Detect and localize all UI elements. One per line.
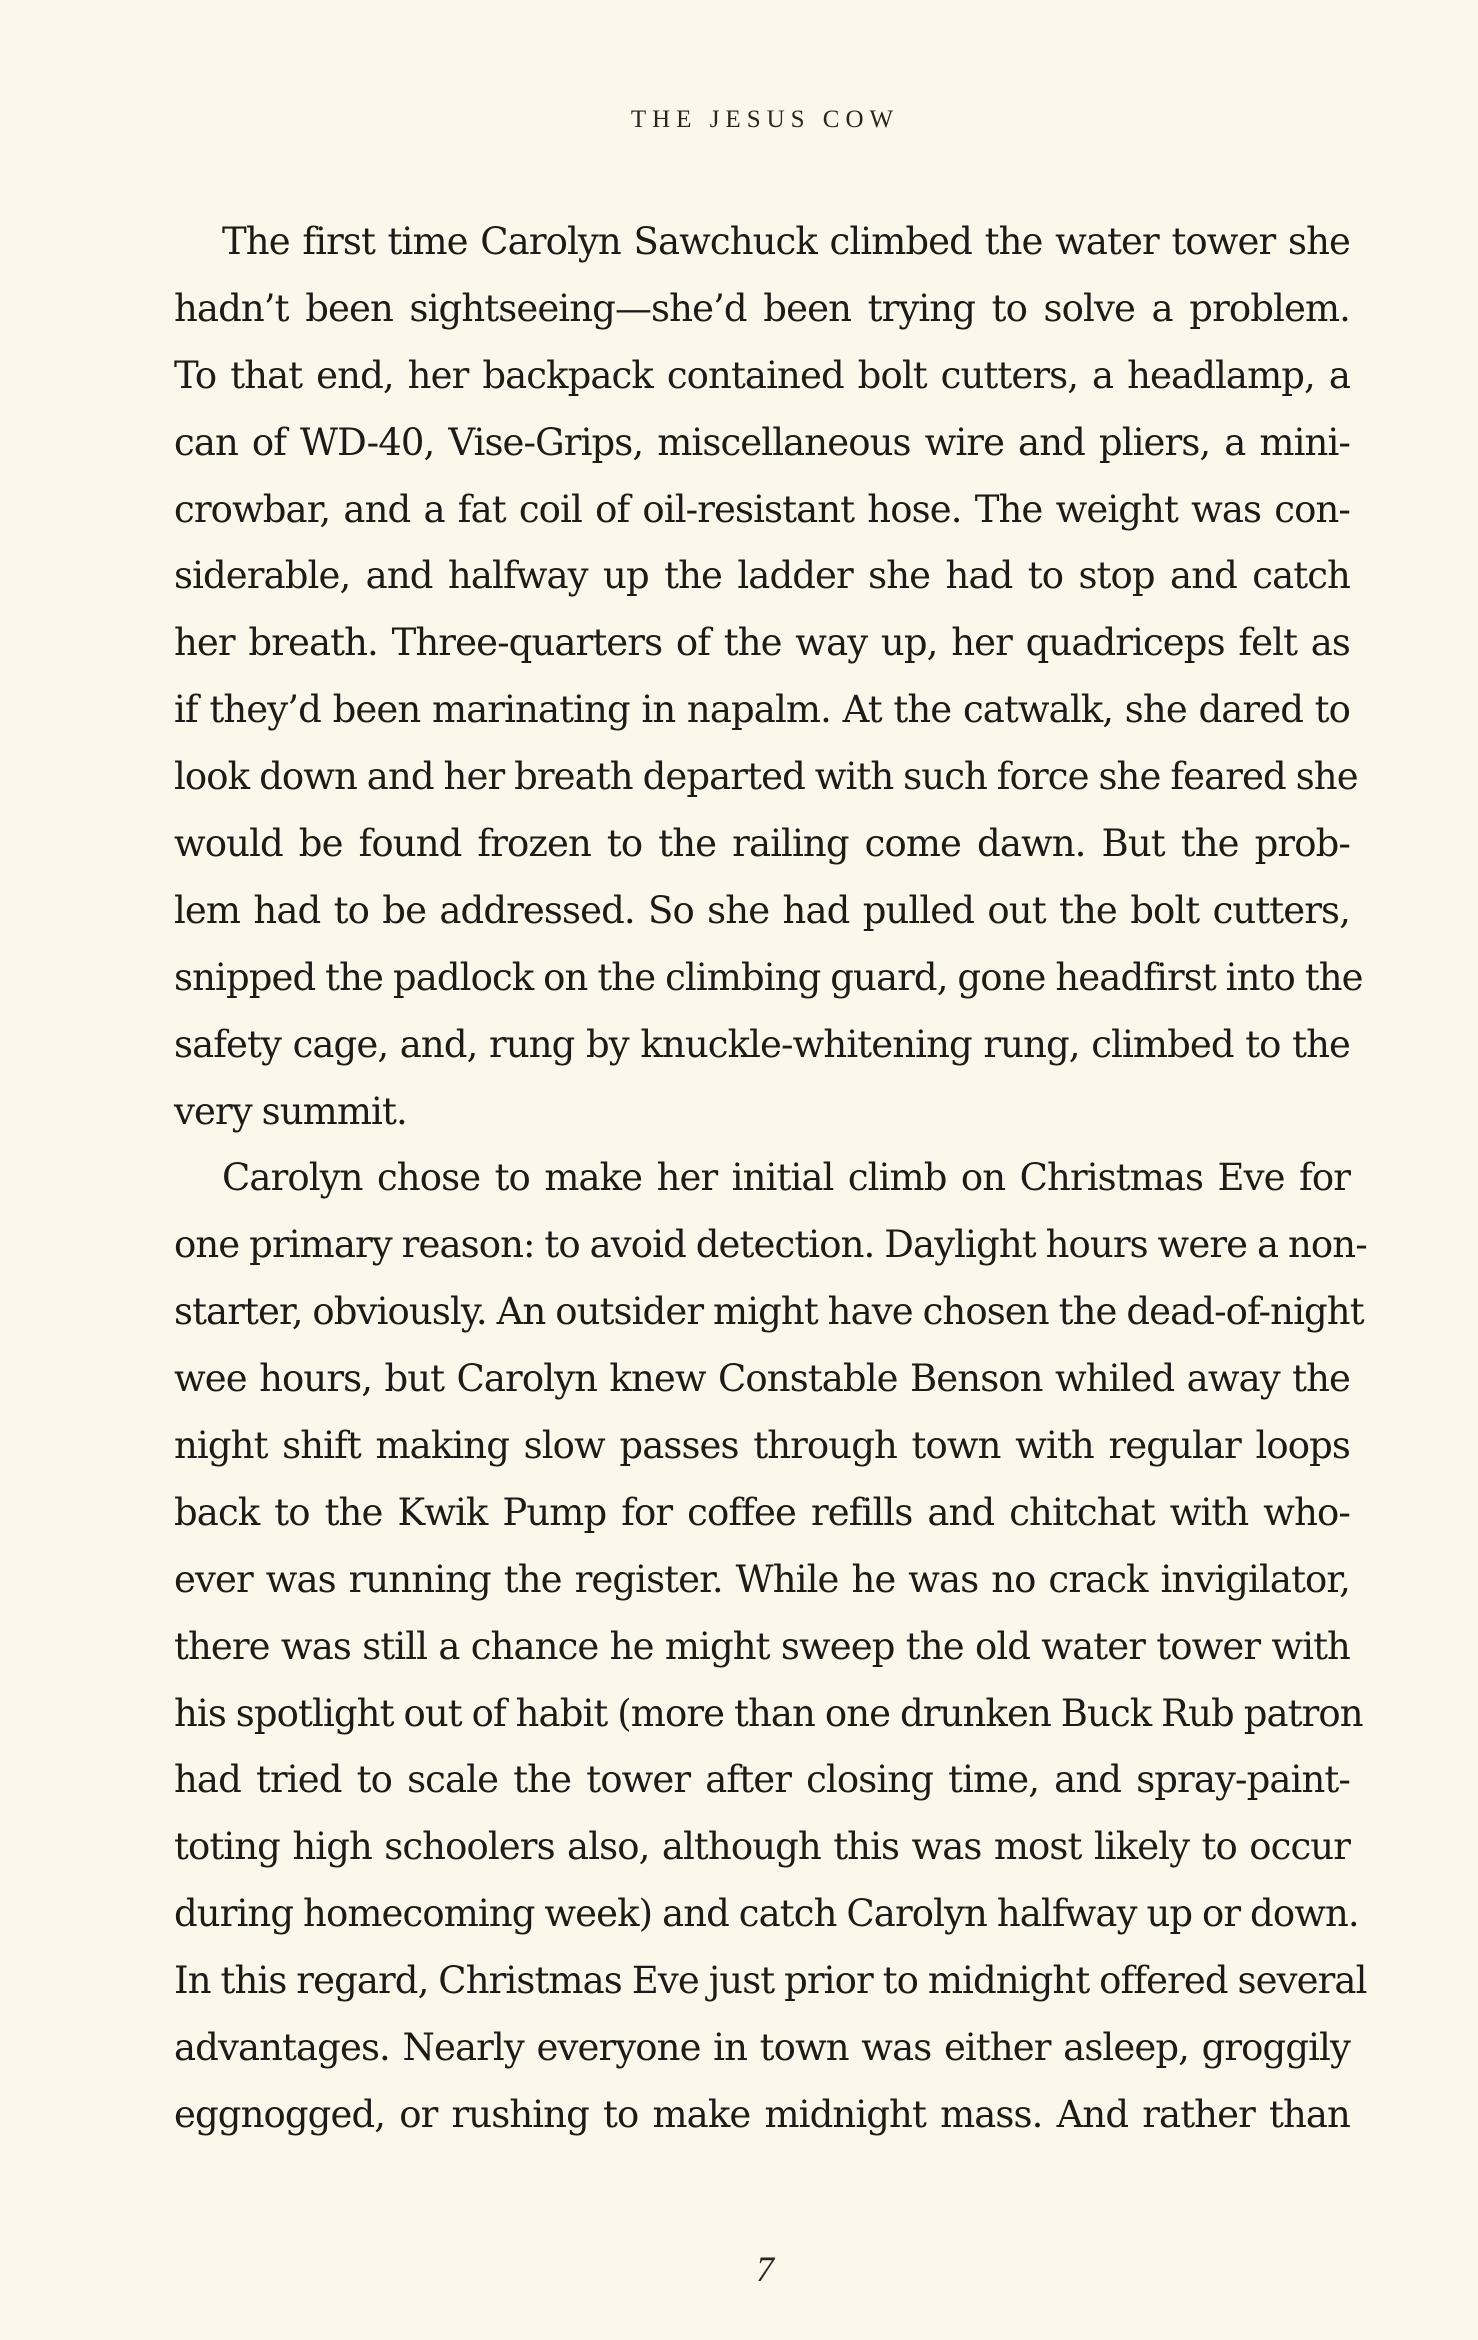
text-line: if they’d been marinating in napalm. At the catwalk, she dared to [174, 688, 1350, 732]
text-line: advantages. Nearly everyone in town was either asleep, groggily [174, 2026, 1350, 2070]
text-line: there was still a chance he might sweep the old water tower with [174, 1624, 1350, 1668]
text-line: hadn’t been sightseeing—she’d been trying to solve a problem. [174, 286, 1350, 330]
text-line: safety cage, and, rung by knuckle-whitening rung, climbed to the [174, 1022, 1350, 1066]
text-line: during homecoming week) and catch Carolyn halfway up or down. [174, 1892, 1359, 1936]
text-line: can of WD-40, Vise-Grips, miscellaneous wire and pliers, a mini- [174, 420, 1350, 464]
text-line: would be found frozen to the railing come dawn. But the prob- [174, 822, 1350, 866]
text-line: To that end, her backpack contained bolt cutters, a headlamp, a [174, 353, 1350, 397]
text-line: his spotlight out of habit (more than one drunken Buck Rub patron [174, 1691, 1363, 1735]
text-line: very summit. [174, 1089, 407, 1133]
text-line: The first time Carolyn Sawchuck climbed the water tower she [222, 220, 1350, 263]
text-line: In this regard, Christmas Eve just prior to midnight offered several [174, 1959, 1367, 2003]
text-line: night shift making slow passes through town with regular loops [174, 1424, 1350, 1468]
text-line: siderable, and halfway up the ladder she had to stop and catch [174, 554, 1350, 598]
text-line: had tried to scale the tower after closing time, and spray-paint- [174, 1758, 1350, 1802]
text-line: lem had to be addressed. So she had pulled out the bolt cutters, [174, 888, 1350, 932]
text-line: ever was running the register. While he was no crack invigilator, [174, 1557, 1350, 1601]
text-line: eggnogged, or rushing to make midnight mass. And rather than [174, 2092, 1350, 2136]
running-head: THE JESUS COW [630, 106, 900, 133]
page-number: 7 [756, 2249, 774, 2289]
text-line: wee hours, but Carolyn knew Constable Benson whiled away the [174, 1357, 1350, 1401]
text-line: Carolyn chose to make her initial climb on Christmas Eve for [222, 1156, 1350, 1200]
text-line: snipped the padlock on the climbing guard, gone headfirst into the [174, 955, 1363, 999]
text-line: back to the Kwik Pump for coffee refills and chitchat with who- [174, 1490, 1350, 1534]
text-line: crowbar, and a fat coil of oil-resistant hose. The weight was con- [174, 487, 1350, 531]
body-text [174, 209, 1367, 2149]
text-line: toting high schoolers also, although this was most likely to occur [174, 1825, 1350, 1869]
text-line: one primary reason: to avoid detection. Daylight hours were a non- [174, 1223, 1367, 1267]
text-line: starter, obviously. An outsider might have chosen the dead-of-night [174, 1290, 1364, 1334]
text-line: look down and her breath departed with such force she feared she [174, 755, 1358, 799]
text-line: her breath. Three-quarters of the way up, her quadriceps felt as [174, 621, 1350, 665]
